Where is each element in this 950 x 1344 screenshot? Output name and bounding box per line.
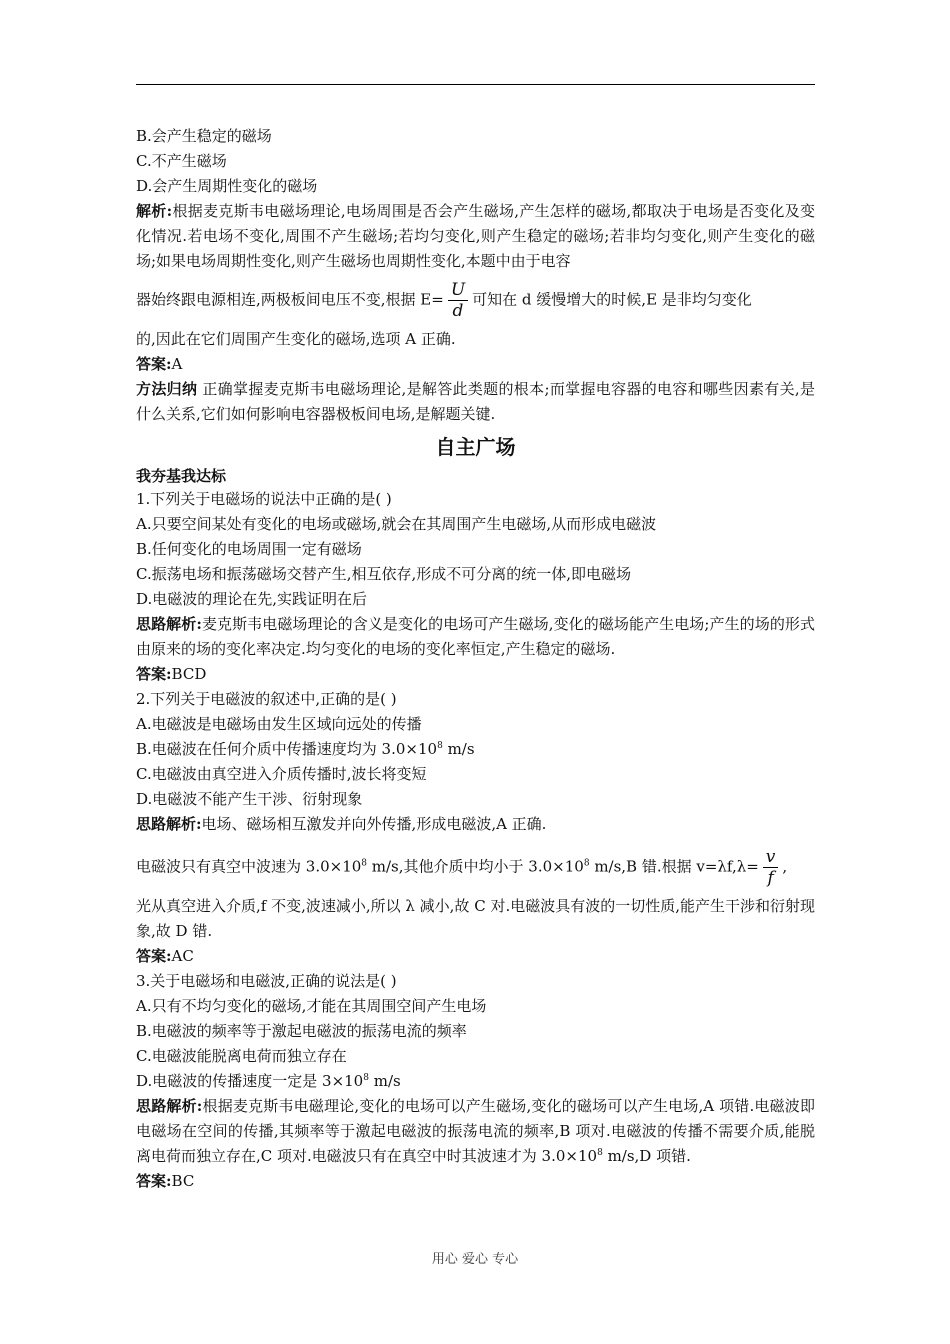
answer-value: BC: [171, 1172, 195, 1190]
q3-stem: 3.关于电磁场和电磁波,正确的说法是( ): [136, 972, 397, 990]
fraction-v-over-f: [763, 847, 779, 888]
prev-answer: [136, 352, 815, 377]
answer-value: AC: [171, 947, 194, 965]
q1-analysis: [136, 612, 815, 662]
fraction-denominator: f: [767, 868, 774, 888]
q3-answer: [136, 1169, 815, 1194]
prev-option-b: B.会产生稳定的磁场: [136, 127, 272, 145]
exponent: 8: [361, 858, 368, 869]
answer-label: 答案:: [136, 665, 172, 683]
q2-option-c: C.电磁波由真空进入介质传播时,波长将变短: [136, 765, 427, 783]
exponent: 8: [583, 858, 590, 869]
q2-analysis-line3: 光从真空进入介质,f 不变,波速减小,所以 λ 减小,故 C 对.电磁波具有波的一切性质,能产生干涉和衍射现象,故 D 错.: [136, 897, 815, 940]
q1-option-c: C.振荡电场和振荡磁场交替产生,相互依存,形成不可分离的统一体,即电磁场: [136, 565, 632, 583]
q3-option-d: [136, 1069, 815, 1094]
analysis-text: m/s,B 错.根据 v=λf,λ=: [589, 857, 759, 876]
q2-answer: [136, 944, 815, 969]
answer-label: 答案:: [136, 1172, 172, 1190]
answer-label: 答案:: [136, 947, 172, 965]
method-label: 方法归纳: [136, 380, 198, 398]
q2-analysis-line1: [136, 812, 815, 837]
exponent: 8: [597, 1148, 603, 1158]
fraction-denominator: d: [452, 301, 464, 321]
q1-answer: [136, 662, 815, 687]
analysis-label: 思路解析:: [136, 615, 202, 633]
analysis-text: 电磁波只有真空中波速为 3.0×10: [136, 857, 362, 876]
q1-option-a: A.只要空间某处有变化的电场或磁场,就会在其周围产生电磁场,从而形成电磁波: [136, 515, 657, 533]
option-text: D.电磁波的传播速度一定是 3×10: [136, 1072, 364, 1090]
q3-option-b: B.电磁波的频率等于激起电磁波的振荡电流的频率: [136, 1022, 467, 1040]
unit-text: m/s: [368, 1072, 401, 1090]
prev-option-c: C.不产生磁场: [136, 152, 227, 170]
q1-option-d: D.电磁波的理论在先,实践证明在后: [136, 590, 368, 608]
prev-option-d: D.会产生周期性变化的磁场: [136, 177, 318, 195]
q2-analysis-formula-line: [136, 837, 815, 894]
subsection-title: 我夯基我达标: [136, 467, 227, 485]
answer-value: BCD: [171, 665, 207, 683]
analysis-text: 根据麦克斯韦电磁理论,变化的电场可以产生磁场,变化的磁场可以产生电场,A 项错.电磁波即电磁场在空间的传播,其频率等于激起电磁波的振荡电流的频率,B 项对.电磁波的传播不需要介质,能脱离电荷而独立存在,C 项对.电磁波只有在真空中时其波速才为 3.0×10: [136, 1097, 815, 1165]
exponent: 8: [437, 741, 443, 751]
fraction-numerator: v: [763, 847, 779, 868]
page-footer: 用心 爱心 专心: [431, 1252, 519, 1267]
method-text: 正确掌握麦克斯韦电磁场理论,是解答此类题的根本;而掌握电容器的电容和哪些因素有关,是什么关系,它们如何影响电容器极板间电场,是解题关键.: [136, 380, 815, 423]
exponent: 8: [363, 1073, 369, 1083]
q2-option-d: D.电磁波不能产生干涉、衍射现象: [136, 790, 363, 808]
option-text: B.电磁波在任何介质中传播速度均为 3.0×10: [136, 740, 438, 758]
q2-stem: 2.下列关于电磁波的叙述中,正确的是( ): [136, 690, 397, 708]
analysis-label: 解析:: [136, 202, 173, 220]
header-rule: [136, 84, 815, 85]
fraction-numerator: U: [448, 280, 468, 301]
analysis-text: m/s,其他介质中均小于 3.0×10: [367, 857, 584, 876]
section-title: 自主广场: [435, 435, 516, 459]
method-summary: [136, 377, 815, 427]
q2-option-b: [136, 737, 815, 762]
analysis-label: 思路解析:: [136, 815, 202, 833]
q2-option-a: A.电磁波是电磁场由发生区域向远处的传播: [136, 715, 422, 733]
unit-text: m/s: [442, 740, 475, 758]
analysis-text: 根据麦克斯韦电磁场理论,电场周围是否会产生磁场,产生怎样的磁场,都取决于电场是否变化及变化情况.若电场不变化,周围不产生磁场;若均匀变化,则产生稳定的磁场;若非均匀变化,则产生变化的磁场;如果电场周期性变化,则产生磁场也周期性变化,本题中由于电容: [136, 202, 815, 270]
document-body: [136, 124, 815, 1194]
q3-option-a: A.只有不均匀变化的磁场,才能在其周围空间产生电场: [136, 997, 487, 1015]
answer-value: A: [171, 355, 183, 373]
analysis-text-3: 可知在 d 缓慢增大的时候,E 是非均匀变化: [472, 290, 752, 309]
analysis-text: 麦克斯韦电磁场理论的含义是变化的电场可产生磁场,变化的磁场能产生电场;产生的场的形式由原来的场的变化率决定.均匀变化的电场的变化率恒定,产生稳定的磁场.: [136, 615, 815, 658]
prev-analysis: [136, 199, 815, 274]
analysis-text: 电场、磁场相互激发并向外传播,形成电磁波,A 正确.: [201, 815, 547, 833]
prev-analysis-formula-line: [136, 274, 815, 327]
q3-analysis: [136, 1094, 815, 1169]
q3-option-c: C.电磁波能脱离电荷而独立存在: [136, 1047, 347, 1065]
analysis-text: ,: [782, 857, 788, 876]
analysis-text-2: 器始终跟电源相连,两极板间电压不变,根据 E=: [136, 290, 444, 309]
fraction-u-over-d: [448, 280, 468, 321]
prev-analysis-end: 的,因此在它们周围产生变化的磁场,选项 A 正确.: [136, 330, 456, 348]
analysis-text: m/s,D 项错.: [602, 1147, 691, 1165]
answer-label: 答案:: [136, 355, 172, 373]
q1-option-b: B.任何变化的电场周围一定有磁场: [136, 540, 362, 558]
q1-stem: 1.下列关于电磁场的说法中正确的是( ): [136, 490, 392, 508]
analysis-label: 思路解析:: [136, 1097, 203, 1115]
